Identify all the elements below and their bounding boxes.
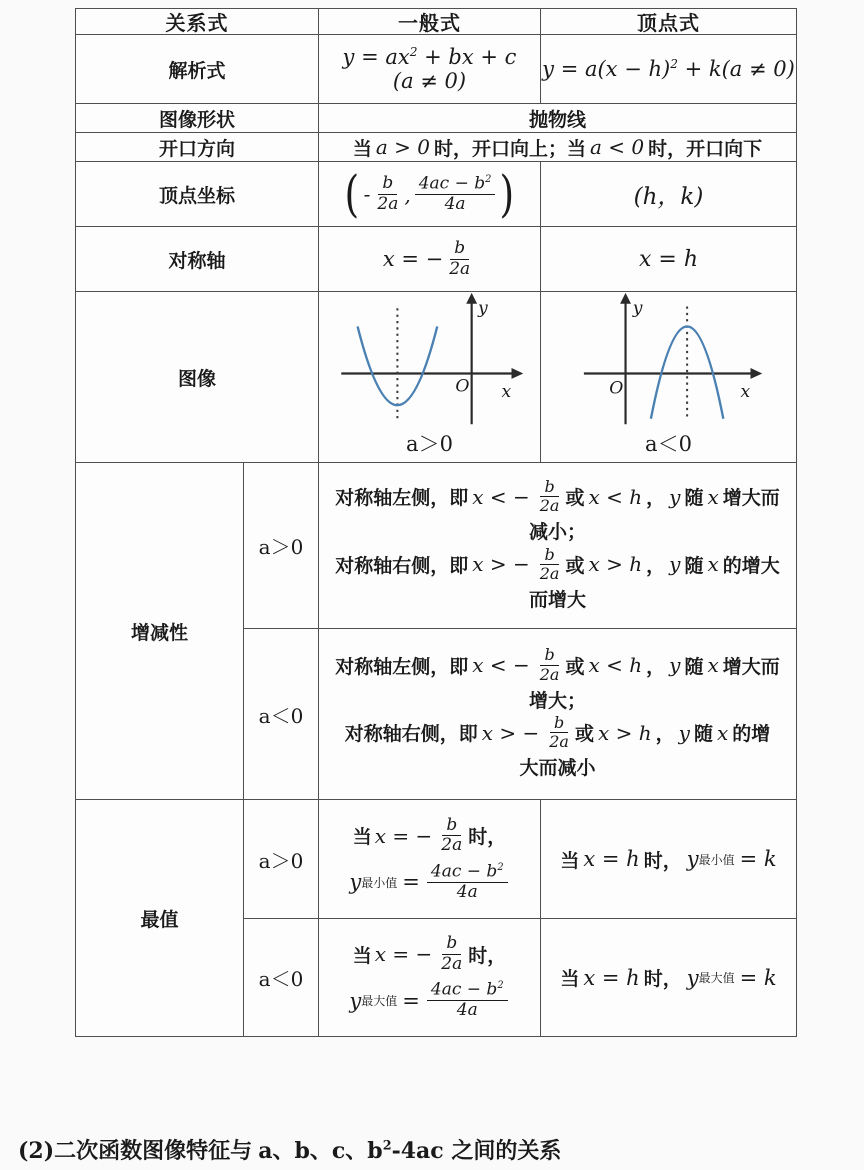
vertex-coord-vertex: (h，k) <box>541 162 796 227</box>
section-heading: (2)二次函数图像特征与 a、b、c、$b^2-4ac$ 之间的关系 <box>18 1138 562 1164</box>
x-axis-label: x <box>501 382 511 403</box>
graph-caption-a-negative: a＜0 <box>645 432 692 456</box>
extremum-neg-general: 当 x = − $\frac{b}{2a}$ 时， y 最大值 = $\frac{4ac - b^2}{4a}$ <box>319 919 541 1036</box>
monotonic-neg-line1: 对称轴左侧，即 x < − $\frac{b}{2a}$ 或 x < h ， y 随 x 增大而 <box>335 645 780 684</box>
header-vertex-label: 顶点式 <box>637 13 700 35</box>
header-relation <box>76 9 319 35</box>
row-label-analytic: 解析式 <box>76 35 319 104</box>
y-axis-arrow <box>466 293 477 304</box>
y-axis-label: y <box>632 298 643 319</box>
monotonic-pos-condition: a＞0 <box>244 463 319 629</box>
sym-axis-vertex: x = h <box>541 227 796 292</box>
extremum-neg-vertex: 当 x = h 时， y 最大值 = k <box>560 965 777 990</box>
monotonic-neg-content <box>319 629 796 800</box>
x-axis-arrow <box>511 368 523 379</box>
extremum-pos-vertex: 当 x = h 时， y 最小值 = k <box>541 800 796 919</box>
row-label-sym-axis: 对称轴 <box>76 227 319 292</box>
y-axis-label: y <box>477 298 488 319</box>
monotonic-neg-line4: 大而减小 <box>519 758 596 780</box>
x-axis-arrow <box>750 368 762 379</box>
sym-axis-general: x = − $\frac{b}{2a}$ <box>319 227 541 292</box>
monotonic-pos-content <box>319 463 796 629</box>
direction-value: 当 a > 0 时，开口向上；当 a < 0 时，开口向下 <box>319 133 796 162</box>
origin-label: O <box>454 376 469 397</box>
header-relation-label: 关系式 <box>165 13 229 35</box>
extremum-neg-condition: a＜0 <box>244 919 319 1036</box>
analytic-vertex-formula: $y = a(x - h)^2 + k(a \ne 0)$ <box>541 35 796 104</box>
header-general-form <box>319 9 541 35</box>
graph-caption-a-positive: a＞0 <box>406 432 453 456</box>
parabola-down-plot <box>563 292 775 426</box>
monotonic-pos-line3: 对称轴右侧，即 x > − $\frac{b}{2a}$ 或 x > h ， y 随 x 的增大 <box>335 544 780 583</box>
monotonic-neg-line3: 对称轴右侧，即 x > − $\frac{b}{2a}$ 或 x > h ， y 随 x 的增 <box>344 713 771 752</box>
analytic-general-constraint: (a ≠ 0) <box>392 69 467 93</box>
parabola-up-plot <box>324 292 536 426</box>
origin-label: O <box>608 378 623 399</box>
header-vertex-form <box>541 9 796 35</box>
row-label-shape: 图像形状 <box>76 104 319 133</box>
monotonic-pos-line1: 对称轴左侧，即 x < − $\frac{b}{2a}$ 或 x < h ， y 随 x 增大而 <box>335 476 780 516</box>
row-label-graph: 图像 <box>76 292 319 463</box>
monotonic-neg-condition: a＜0 <box>244 629 319 800</box>
vertex-coord-general: ( - $\frac{b}{2a}$ , $\frac{4ac - b^2}{4a}$ ) <box>319 162 541 227</box>
shape-value: 抛物线 <box>319 104 796 133</box>
quadratic-function-table <box>75 8 797 1037</box>
monotonic-neg-line2: 增大； <box>528 690 586 712</box>
row-label-monotonic: 增减性 <box>76 463 244 800</box>
row-label-extremum: 最值 <box>76 800 244 1036</box>
analytic-general-formula: $y = ax^2$ + bx + c (a ≠ 0) <box>319 35 541 104</box>
header-general-label: 一般式 <box>398 13 461 35</box>
monotonic-pos-line4: 而增大 <box>528 589 586 611</box>
graph-a-negative <box>541 292 796 463</box>
y-axis-arrow <box>620 293 631 304</box>
row-label-direction: 开口方向 <box>76 133 319 162</box>
extremum-pos-general: 当 x = − $\frac{b}{2a}$ 时， y 最小值 = $\frac{4ac - b^2}{4a}$ <box>319 800 541 919</box>
monotonic-pos-line2: 减小； <box>528 522 586 543</box>
graph-a-positive <box>319 292 541 463</box>
x-axis-label: x <box>740 382 750 403</box>
extremum-pos-condition: a＞0 <box>244 800 319 919</box>
row-label-vertex-coord: 顶点坐标 <box>76 162 319 227</box>
